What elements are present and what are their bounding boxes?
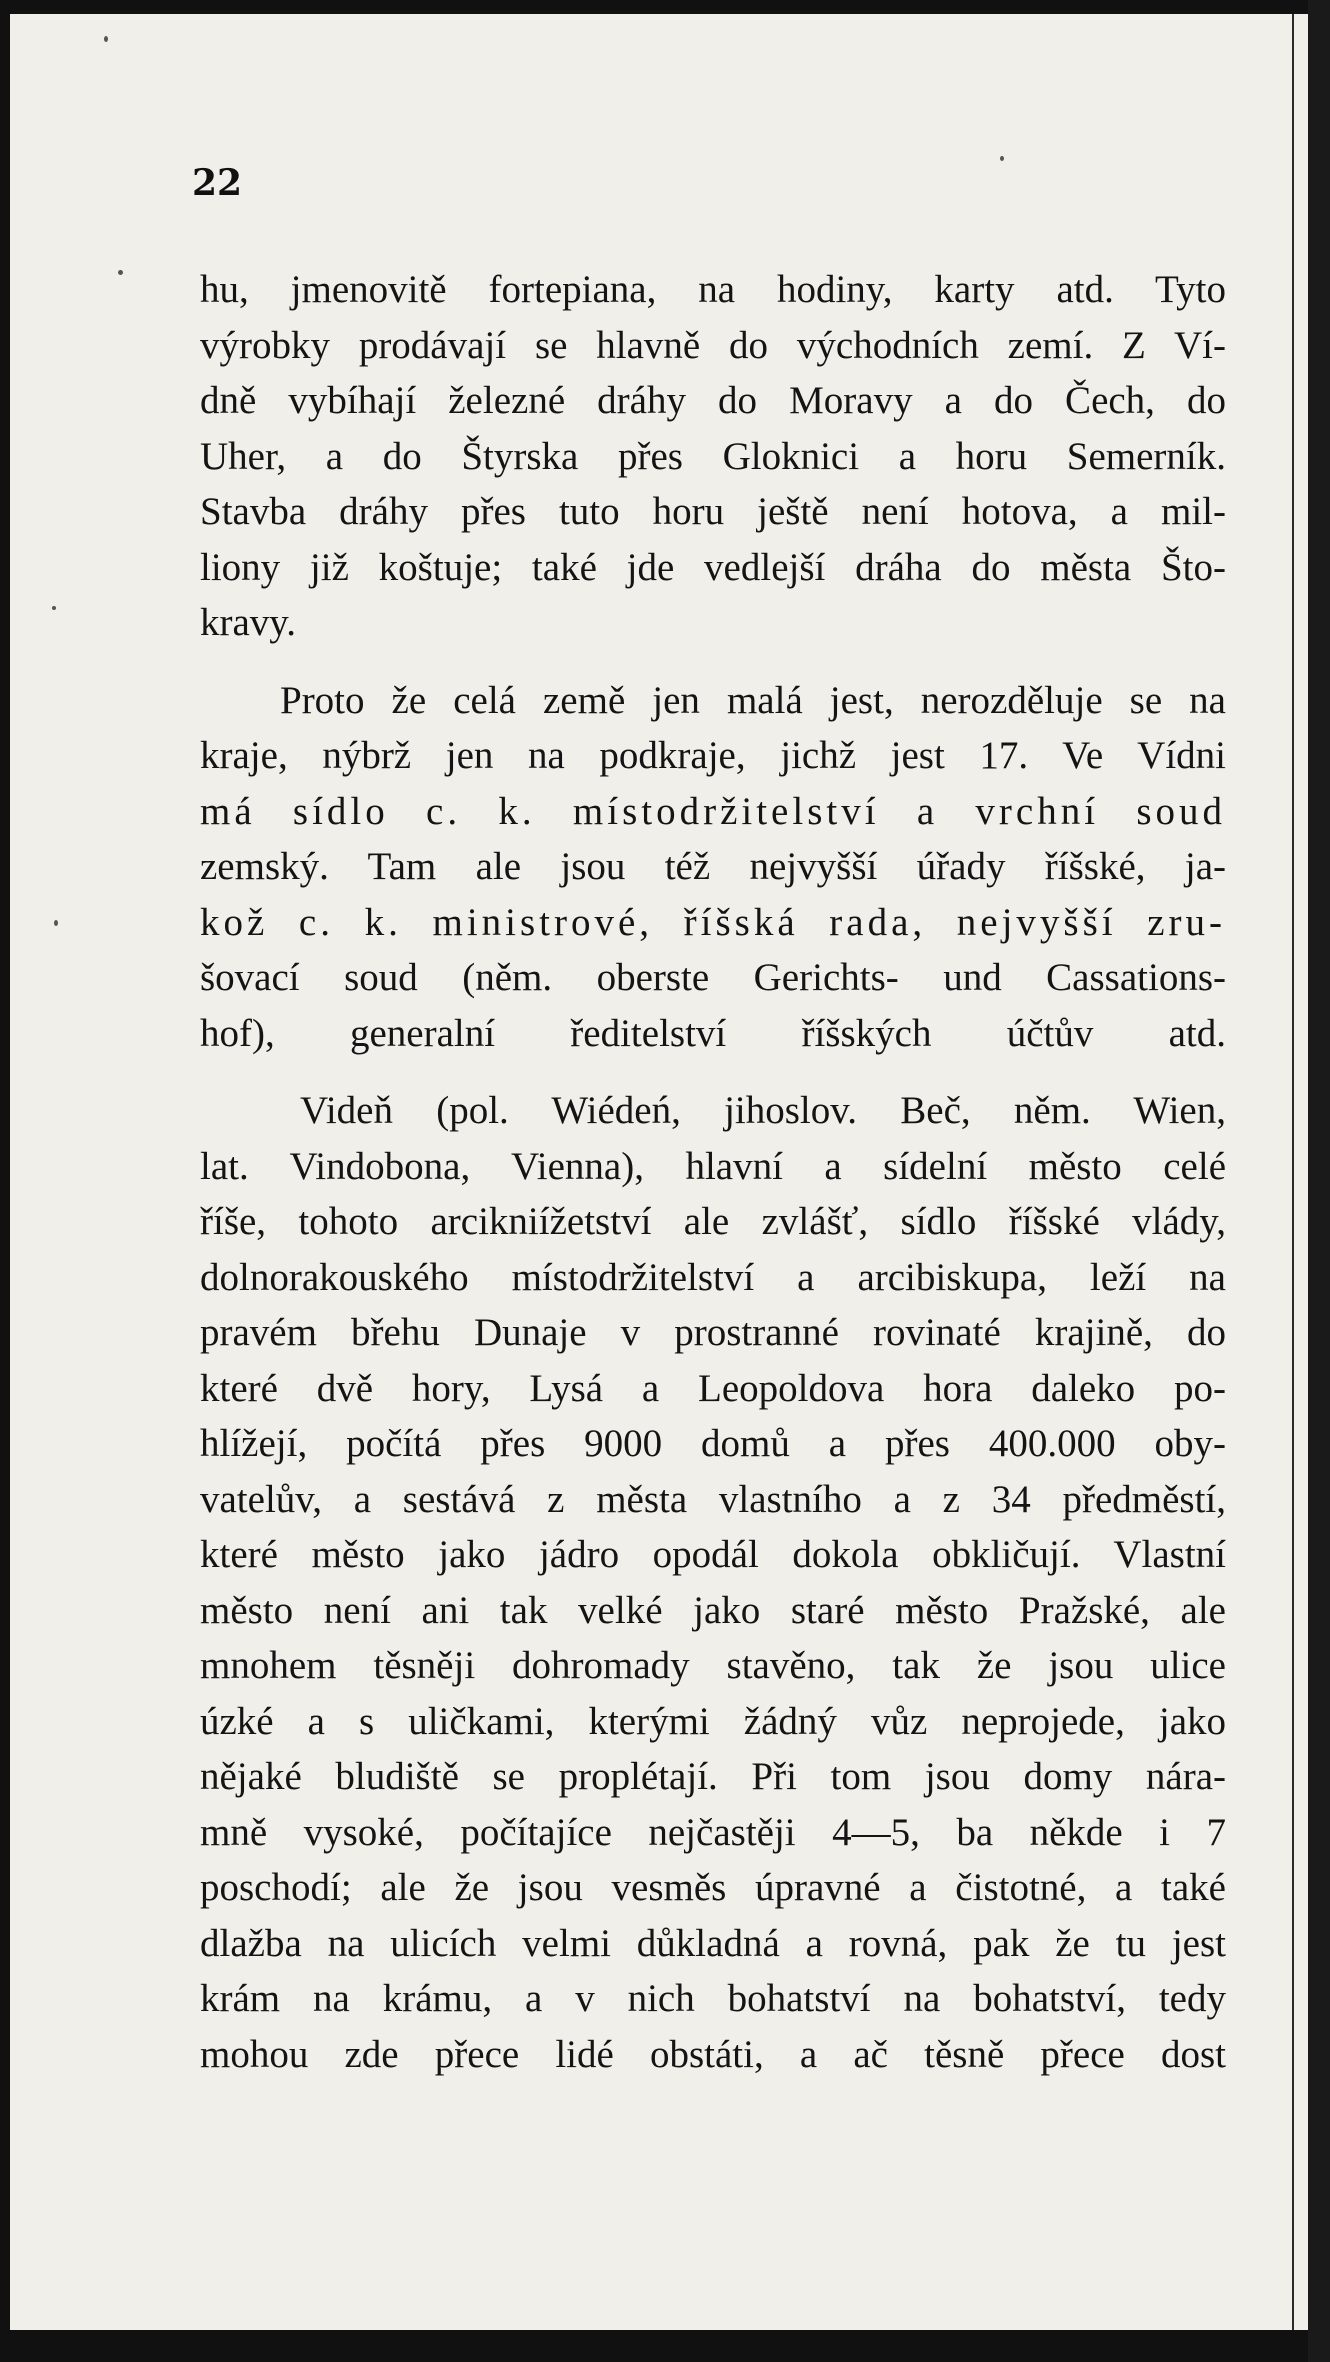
text-line: šovací soud (něm. oberste Gerichts- und Cassations-	[200, 956, 1226, 999]
page-number: 22	[192, 162, 243, 204]
text-line: zemský. Tam ale jsou též nejvyšší úřady říšské, ja-	[200, 845, 1226, 888]
text-line: kraje, nýbrž jen na podkraje, jichž jest 17. Ve Vídni	[200, 734, 1226, 777]
text-line: vatelův, a sestává z města vlastního a z 34 předměstí,	[200, 1477, 1226, 1521]
text-line: které dvě hory, Lysá a Leopoldova hora daleko po-	[200, 1366, 1226, 1410]
text-line: úzké a s uličkami, kterými žádný vůz neprojede, jako	[200, 1699, 1226, 1743]
page-edge-line	[1292, 14, 1294, 2330]
speck	[118, 270, 123, 275]
speck	[104, 36, 108, 42]
text-line: dně vybíhají železné dráhy do Moravy a do Čech, do	[200, 379, 1226, 422]
text-line: říše, tohoto arcikniížetství ale zvlášť, sídlo říšské vlády,	[200, 1200, 1226, 1243]
text-line: Proto že celá země jen malá jest, nerozděluje se na	[280, 678, 1226, 722]
text-line: krám na krámu, a v nich bohatství na bohatství, tedy	[200, 1977, 1226, 2020]
speck	[54, 920, 58, 926]
text-line: Uher, a do Štyrska přes Gloknici a horu Semerník.	[200, 434, 1226, 478]
text-line: pravém břehu Dunaje v prostranné rovinaté krajině, do	[200, 1311, 1226, 1354]
text-line-videň-heading: Videň (pol. Wiédeń, jihoslov. Beč, něm. Wien,	[300, 1089, 1226, 1132]
text-line: kravy.	[200, 601, 297, 644]
text-line: výrobky prodávají se hlavně do východních zemí. Z Ví-	[200, 323, 1226, 367]
text-line: hu, jmenovitě fortepiana, na hodiny, karty atd. Tyto	[200, 268, 1226, 311]
text-line: hof), generalní ředitelství říšských účtův atd.	[200, 1011, 1226, 1055]
text-line: mně vysoké, počítajíce nejčastěji 4—5, ba někde i 7	[200, 1810, 1226, 1854]
text-line: hlížejí, počítá přes 9000 domů a přes 400.000 oby-	[200, 1422, 1226, 1465]
text-line: kož c. k. ministrové, říšská rada, nejvyšší zru-	[200, 900, 1226, 944]
book-spine-edge	[1308, 0, 1330, 2362]
text-line: nějaké bludiště se proplétají. Při tom jsou domy nára-	[200, 1755, 1226, 1798]
text-line: má sídlo c. k. místodržitelství a vrchní soud	[200, 789, 1226, 833]
text-line: poschodí; ale že jsou vesměs úpravné a čistotné, a také	[200, 1866, 1226, 1909]
text-line: mnohem těsněji dohromady stavěno, tak že jsou ulice	[200, 1644, 1226, 1687]
text-line: liony již koštuje; také jde vedlejší dráha do města Što-	[200, 545, 1226, 589]
text-line: lat. Vindobona, Vienna), hlavní a sídelní město celé	[200, 1144, 1226, 1188]
text-line: mohou zde přece lidé obstáti, a ač těsně přece dost	[200, 2032, 1226, 2076]
body-text	[200, 262, 1226, 2082]
speck	[1000, 156, 1004, 161]
text-line: které město jako jádro opodál dokola obkličují. Vlastní	[200, 1533, 1226, 1576]
text-line: dolnorakouského místodržitelství a arcibiskupa, leží na	[200, 1255, 1226, 1299]
text-line: dlažba na ulicích velmi důkladná a rovná, pak že tu jest	[200, 1921, 1226, 1965]
text-line: Stavba dráhy přes tuto horu ještě není hotova, a mil-	[200, 490, 1226, 533]
speck	[52, 606, 56, 610]
text-line: město není ani tak velké jako staré město Pražské, ale	[200, 1588, 1226, 1632]
